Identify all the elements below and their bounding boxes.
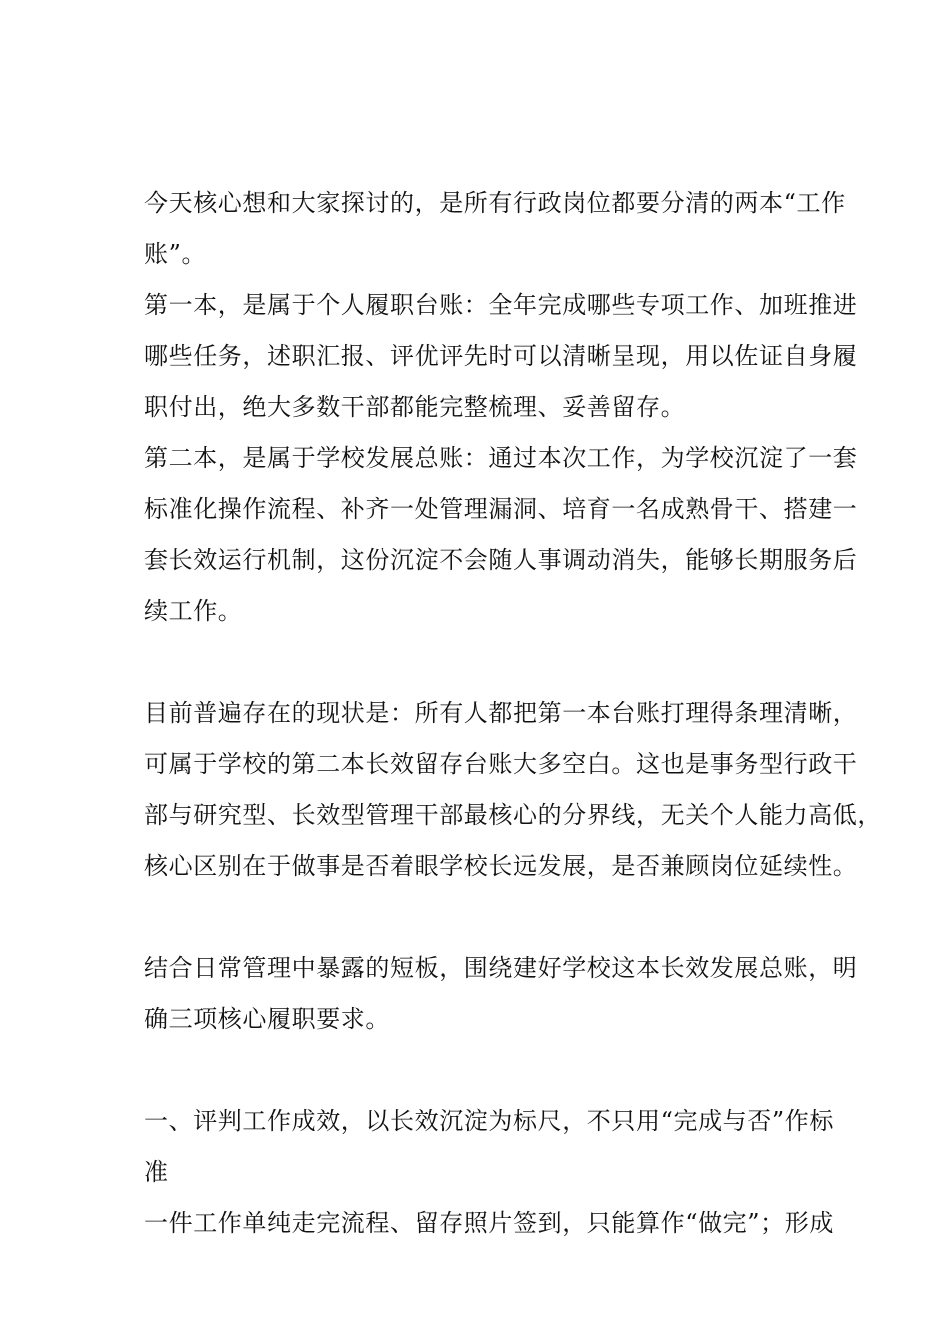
paragraph-spacer <box>144 892 824 943</box>
text-line: 部与研究型、长效型管理干部最核心的分界线，无关个人能力高低， <box>144 801 882 829</box>
text-line: 今天核心想和大家探讨的，是所有行政岗位都要分清的两本“工作 <box>144 189 846 217</box>
text-line: 标准化操作流程、补齐一处管理漏洞、培育一名成熟骨干、搭建一 <box>144 495 858 523</box>
text-line: 第二本，是属于学校发展总账：通过本次工作，为学校沉淀了一套 <box>144 444 858 472</box>
paragraph-spacer <box>144 1045 824 1096</box>
text-line: 第一本，是属于个人履职台账：全年完成哪些专项工作、加班推进 <box>144 291 858 319</box>
document-body <box>144 178 882 1249</box>
paragraph-section-one-body <box>144 1198 834 1249</box>
text-line: 结合日常管理中暴露的短板，围绕建好学校这本长效发展总账，明 <box>144 954 858 982</box>
paragraph-first-ledger <box>144 280 858 433</box>
text-line: 准 <box>144 1158 169 1186</box>
text-line: 套长效运行机制，这份沉淀不会随人事调动消失，能够长期服务后 <box>144 546 858 574</box>
text-line: 核心区别在于做事是否着眼学校长远发展，是否兼顾岗位延续性。 <box>144 852 858 880</box>
text-line: 账”。 <box>144 240 207 268</box>
text-line: 一、评判工作成效，以长效沉淀为标尺，不只用“完成与否”作标 <box>144 1107 834 1135</box>
text-line: 一件工作单纯走完流程、留存照片签到，只能算作“做完”；形成 <box>144 1209 834 1237</box>
text-line: 续工作。 <box>144 597 243 625</box>
paragraph-second-ledger <box>144 433 858 637</box>
text-line: 哪些任务，述职汇报、评优评先时可以清晰呈现，用以佐证自身履 <box>144 342 858 370</box>
text-line: 确三项核心履职要求。 <box>144 1005 390 1033</box>
text-line: 目前普遍存在的现状是：所有人都把第一本台账打理得条理清晰， <box>144 699 858 727</box>
paragraph-current-situation <box>144 688 882 892</box>
paragraph-two-ledgers-intro <box>144 178 846 280</box>
text-line: 职付出，绝大多数干部都能完整梳理、妥善留存。 <box>144 393 686 421</box>
text-line: 可属于学校的第二本长效留存台账大多空白。这也是事务型行政干 <box>144 750 858 778</box>
paragraph-spacer <box>144 637 824 688</box>
section-heading-one <box>144 1096 834 1198</box>
paragraph-requirements-intro <box>144 943 858 1045</box>
